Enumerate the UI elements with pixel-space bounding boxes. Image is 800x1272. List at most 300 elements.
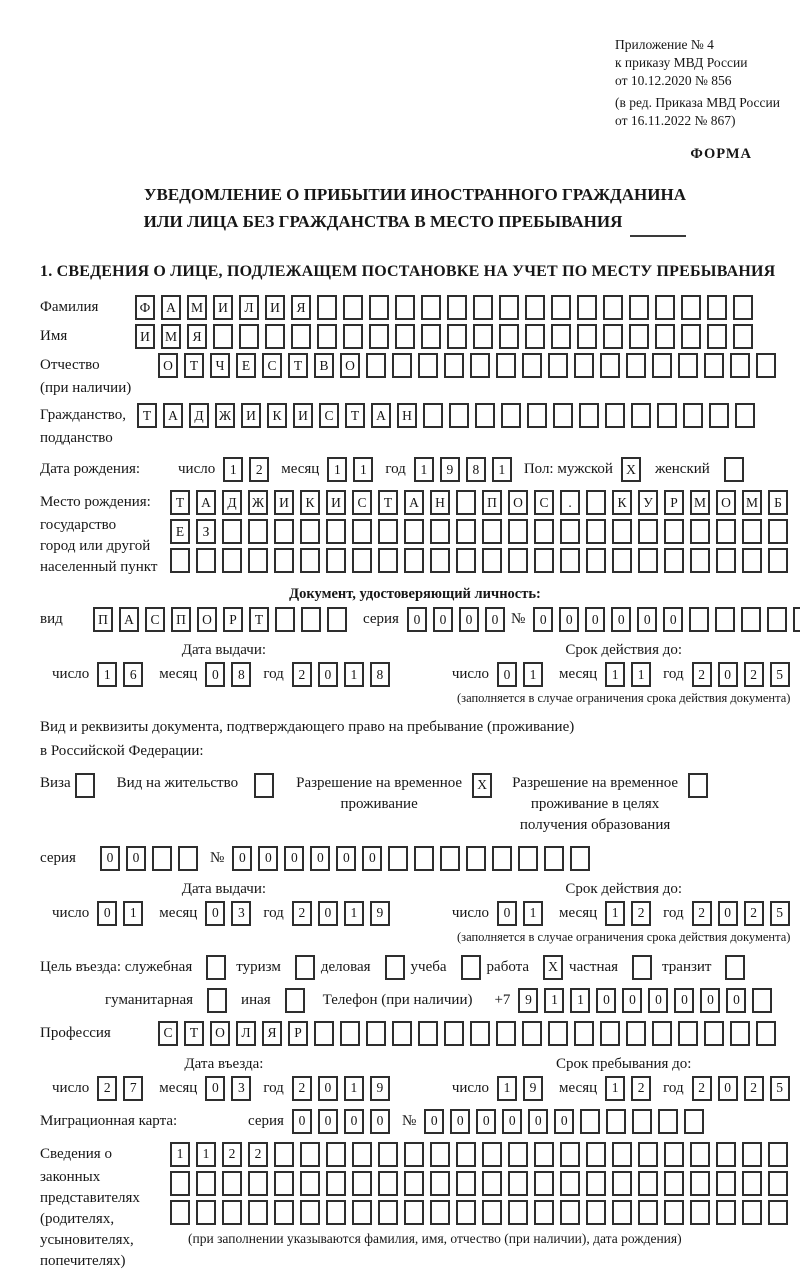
form-cell[interactable]: 0: [292, 1109, 312, 1134]
form-cell[interactable]: [395, 295, 415, 320]
form-cell[interactable]: К: [267, 403, 287, 428]
form-cell[interactable]: [742, 1142, 762, 1167]
form-cell[interactable]: [482, 1200, 502, 1225]
form-cell[interactable]: [606, 1109, 626, 1134]
form-cell[interactable]: [605, 403, 625, 428]
form-cell[interactable]: [366, 1021, 386, 1046]
form-cell[interactable]: [534, 1200, 554, 1225]
form-cell[interactable]: [492, 846, 512, 871]
form-cell[interactable]: [496, 353, 516, 378]
form-cell[interactable]: 0: [100, 846, 120, 871]
form-cell[interactable]: [496, 1021, 516, 1046]
form-cell[interactable]: У: [638, 490, 658, 515]
form-cell[interactable]: [664, 548, 684, 573]
form-cell[interactable]: [470, 1021, 490, 1046]
form-cell[interactable]: П: [482, 490, 502, 515]
form-cell[interactable]: Е: [170, 519, 190, 544]
form-cell[interactable]: [482, 519, 502, 544]
form-cell[interactable]: [626, 1021, 646, 1046]
form-cell[interactable]: [704, 1021, 724, 1046]
form-cell[interactable]: [314, 1021, 334, 1046]
form-cell[interactable]: Ж: [248, 490, 268, 515]
form-cell[interactable]: [534, 1142, 554, 1167]
form-cell[interactable]: [482, 1142, 502, 1167]
form-cell[interactable]: А: [119, 607, 139, 632]
form-cell[interactable]: [326, 1171, 346, 1196]
form-cell[interactable]: И: [213, 295, 233, 320]
form-cell[interactable]: [444, 353, 464, 378]
form-cell[interactable]: [473, 295, 493, 320]
form-cell[interactable]: 2: [292, 662, 312, 687]
purpose-business-checkbox[interactable]: [385, 955, 405, 980]
form-cell[interactable]: И: [135, 324, 155, 349]
form-cell[interactable]: 2: [744, 901, 764, 926]
form-cell[interactable]: 1: [523, 901, 543, 926]
form-cell[interactable]: [508, 519, 528, 544]
form-cell[interactable]: [600, 353, 620, 378]
form-cell[interactable]: М: [690, 490, 710, 515]
form-cell[interactable]: 0: [485, 607, 505, 632]
form-cell[interactable]: О: [210, 1021, 230, 1046]
form-cell[interactable]: [793, 607, 800, 632]
form-cell[interactable]: 0: [310, 846, 330, 871]
form-cell[interactable]: 1: [170, 1142, 190, 1167]
form-cell[interactable]: Т: [288, 353, 308, 378]
form-cell[interactable]: [586, 1142, 606, 1167]
purpose-tourism-checkbox[interactable]: [295, 955, 315, 980]
form-cell[interactable]: [577, 295, 597, 320]
form-cell[interactable]: 0: [637, 607, 657, 632]
form-cell[interactable]: [366, 353, 386, 378]
form-cell[interactable]: [326, 1200, 346, 1225]
form-cell[interactable]: [716, 1142, 736, 1167]
form-cell[interactable]: Р: [223, 607, 243, 632]
form-cell[interactable]: [421, 295, 441, 320]
form-cell[interactable]: 2: [97, 1076, 117, 1101]
form-cell[interactable]: [404, 519, 424, 544]
form-cell[interactable]: [690, 1200, 710, 1225]
form-cell[interactable]: [638, 519, 658, 544]
form-cell[interactable]: [715, 607, 735, 632]
form-cell[interactable]: [586, 490, 606, 515]
form-cell[interactable]: С: [158, 1021, 178, 1046]
form-cell[interactable]: Т: [378, 490, 398, 515]
form-cell[interactable]: [378, 519, 398, 544]
form-cell[interactable]: [664, 519, 684, 544]
form-cell[interactable]: [239, 324, 259, 349]
form-cell[interactable]: [534, 1171, 554, 1196]
form-cell[interactable]: [327, 607, 347, 632]
residence-permit-checkbox[interactable]: [254, 773, 274, 798]
form-cell[interactable]: 1: [570, 988, 590, 1013]
purpose-transit-checkbox[interactable]: [725, 955, 745, 980]
form-cell[interactable]: А: [161, 295, 181, 320]
form-cell[interactable]: [560, 1171, 580, 1196]
form-cell[interactable]: [534, 548, 554, 573]
form-cell[interactable]: 8: [231, 662, 251, 687]
form-cell[interactable]: 1: [327, 457, 347, 482]
form-cell[interactable]: [430, 1171, 450, 1196]
form-cell[interactable]: [733, 324, 753, 349]
form-cell[interactable]: [652, 353, 672, 378]
form-cell[interactable]: 1: [497, 1076, 517, 1101]
form-cell[interactable]: [678, 353, 698, 378]
form-cell[interactable]: [456, 490, 476, 515]
form-cell[interactable]: 8: [466, 457, 486, 482]
form-cell[interactable]: [222, 1171, 242, 1196]
form-cell[interactable]: 0: [718, 662, 738, 687]
form-cell[interactable]: [742, 519, 762, 544]
form-cell[interactable]: [768, 1200, 788, 1225]
form-cell[interactable]: Ж: [215, 403, 235, 428]
form-cell[interactable]: 2: [249, 457, 269, 482]
form-cell[interactable]: Я: [187, 324, 207, 349]
form-cell[interactable]: 0: [700, 988, 720, 1013]
form-cell[interactable]: [508, 1171, 528, 1196]
form-cell[interactable]: 0: [232, 846, 252, 871]
form-cell[interactable]: [560, 1200, 580, 1225]
form-cell[interactable]: [586, 548, 606, 573]
form-cell[interactable]: 0: [370, 1109, 390, 1134]
form-cell[interactable]: 3: [231, 901, 251, 926]
form-cell[interactable]: 1: [223, 457, 243, 482]
form-cell[interactable]: 2: [744, 1076, 764, 1101]
sex-male-checkbox[interactable]: X: [621, 457, 641, 482]
form-cell[interactable]: А: [371, 403, 391, 428]
form-cell[interactable]: Л: [239, 295, 259, 320]
form-cell[interactable]: С: [145, 607, 165, 632]
form-cell[interactable]: [300, 1142, 320, 1167]
form-cell[interactable]: [551, 324, 571, 349]
form-cell[interactable]: Т: [345, 403, 365, 428]
form-cell[interactable]: [392, 1021, 412, 1046]
form-cell[interactable]: Т: [137, 403, 157, 428]
form-cell[interactable]: [626, 353, 646, 378]
form-cell[interactable]: 0: [433, 607, 453, 632]
form-cell[interactable]: [664, 1142, 684, 1167]
form-cell[interactable]: [689, 607, 709, 632]
form-cell[interactable]: [196, 1171, 216, 1196]
form-cell[interactable]: Б: [768, 490, 788, 515]
form-cell[interactable]: [274, 1142, 294, 1167]
form-cell[interactable]: [638, 548, 658, 573]
form-cell[interactable]: [742, 1200, 762, 1225]
form-cell[interactable]: 0: [497, 901, 517, 926]
form-cell[interactable]: [300, 1200, 320, 1225]
form-cell[interactable]: 9: [370, 1076, 390, 1101]
form-cell[interactable]: [735, 403, 755, 428]
form-cell[interactable]: [352, 519, 372, 544]
form-cell[interactable]: [534, 519, 554, 544]
form-cell[interactable]: [629, 324, 649, 349]
form-cell[interactable]: 0: [622, 988, 642, 1013]
form-cell[interactable]: [300, 548, 320, 573]
form-cell[interactable]: [291, 324, 311, 349]
form-cell[interactable]: [449, 403, 469, 428]
form-cell[interactable]: [222, 548, 242, 573]
form-cell[interactable]: 0: [585, 607, 605, 632]
form-cell[interactable]: А: [404, 490, 424, 515]
form-cell[interactable]: 0: [126, 846, 146, 871]
form-cell[interactable]: [482, 1171, 502, 1196]
form-cell[interactable]: 0: [450, 1109, 470, 1134]
form-cell[interactable]: 9: [523, 1076, 543, 1101]
form-cell[interactable]: 2: [692, 901, 712, 926]
form-cell[interactable]: 1: [492, 457, 512, 482]
form-cell[interactable]: [716, 1200, 736, 1225]
form-cell[interactable]: Н: [397, 403, 417, 428]
form-cell[interactable]: 2: [631, 1076, 651, 1101]
form-cell[interactable]: О: [158, 353, 178, 378]
form-cell[interactable]: М: [161, 324, 181, 349]
form-cell[interactable]: 1: [605, 1076, 625, 1101]
form-cell[interactable]: 5: [770, 901, 790, 926]
form-cell[interactable]: [369, 295, 389, 320]
form-cell[interactable]: [742, 548, 762, 573]
form-cell[interactable]: [430, 1142, 450, 1167]
form-cell[interactable]: [730, 353, 750, 378]
form-cell[interactable]: О: [716, 490, 736, 515]
form-cell[interactable]: [612, 1171, 632, 1196]
form-cell[interactable]: Р: [288, 1021, 308, 1046]
form-cell[interactable]: 0: [718, 1076, 738, 1101]
form-cell[interactable]: [733, 295, 753, 320]
form-cell[interactable]: Т: [249, 607, 269, 632]
form-cell[interactable]: [343, 295, 363, 320]
form-cell[interactable]: 0: [284, 846, 304, 871]
form-cell[interactable]: [178, 846, 198, 871]
form-cell[interactable]: [274, 1200, 294, 1225]
form-cell[interactable]: [274, 1171, 294, 1196]
form-cell[interactable]: [421, 324, 441, 349]
form-cell[interactable]: [707, 295, 727, 320]
form-cell[interactable]: .: [560, 490, 580, 515]
form-cell[interactable]: Т: [170, 490, 190, 515]
form-cell[interactable]: 1: [344, 662, 364, 687]
form-cell[interactable]: [340, 1021, 360, 1046]
form-cell[interactable]: [378, 1171, 398, 1196]
form-cell[interactable]: [222, 1200, 242, 1225]
form-cell[interactable]: [388, 846, 408, 871]
form-cell[interactable]: [404, 1171, 424, 1196]
form-cell[interactable]: [707, 324, 727, 349]
form-cell[interactable]: З: [196, 519, 216, 544]
form-cell[interactable]: [404, 548, 424, 573]
form-cell[interactable]: [456, 519, 476, 544]
form-cell[interactable]: [501, 403, 521, 428]
form-cell[interactable]: [352, 1171, 372, 1196]
form-cell[interactable]: 2: [631, 901, 651, 926]
form-cell[interactable]: [326, 519, 346, 544]
form-cell[interactable]: [456, 548, 476, 573]
form-cell[interactable]: [499, 324, 519, 349]
form-cell[interactable]: [508, 1200, 528, 1225]
form-cell[interactable]: [418, 353, 438, 378]
form-cell[interactable]: [655, 295, 675, 320]
form-cell[interactable]: [430, 548, 450, 573]
form-cell[interactable]: 0: [497, 662, 517, 687]
form-cell[interactable]: [369, 324, 389, 349]
form-cell[interactable]: [300, 519, 320, 544]
form-cell[interactable]: 9: [440, 457, 460, 482]
form-cell[interactable]: 0: [674, 988, 694, 1013]
form-cell[interactable]: М: [742, 490, 762, 515]
form-cell[interactable]: [275, 607, 295, 632]
form-cell[interactable]: [690, 1171, 710, 1196]
form-cell[interactable]: 1: [544, 988, 564, 1013]
form-cell[interactable]: [248, 519, 268, 544]
form-cell[interactable]: [404, 1142, 424, 1167]
form-cell[interactable]: 6: [123, 662, 143, 687]
form-cell[interactable]: [632, 1109, 652, 1134]
form-cell[interactable]: [690, 1142, 710, 1167]
form-cell[interactable]: [378, 1200, 398, 1225]
form-cell[interactable]: [444, 1021, 464, 1046]
form-cell[interactable]: 0: [336, 846, 356, 871]
form-cell[interactable]: Е: [236, 353, 256, 378]
form-cell[interactable]: [658, 1109, 678, 1134]
form-cell[interactable]: [716, 1171, 736, 1196]
form-cell[interactable]: 2: [292, 901, 312, 926]
form-cell[interactable]: О: [340, 353, 360, 378]
form-cell[interactable]: [456, 1200, 476, 1225]
form-cell[interactable]: [638, 1200, 658, 1225]
form-cell[interactable]: [768, 548, 788, 573]
form-cell[interactable]: К: [300, 490, 320, 515]
form-cell[interactable]: [456, 1171, 476, 1196]
form-cell[interactable]: Д: [189, 403, 209, 428]
form-cell[interactable]: 0: [596, 988, 616, 1013]
form-cell[interactable]: И: [274, 490, 294, 515]
form-cell[interactable]: 9: [518, 988, 538, 1013]
form-cell[interactable]: [612, 519, 632, 544]
form-cell[interactable]: [265, 324, 285, 349]
form-cell[interactable]: [456, 1142, 476, 1167]
form-cell[interactable]: 0: [407, 607, 427, 632]
form-cell[interactable]: [466, 846, 486, 871]
form-cell[interactable]: Д: [222, 490, 242, 515]
form-cell[interactable]: 8: [370, 662, 390, 687]
form-cell[interactable]: С: [319, 403, 339, 428]
form-cell[interactable]: А: [196, 490, 216, 515]
form-cell[interactable]: 1: [344, 1076, 364, 1101]
form-cell[interactable]: [638, 1142, 658, 1167]
form-cell[interactable]: [196, 1200, 216, 1225]
form-cell[interactable]: [560, 548, 580, 573]
form-cell[interactable]: [170, 1200, 190, 1225]
temp-residence-edu-checkbox[interactable]: [688, 773, 708, 798]
form-cell[interactable]: [248, 1200, 268, 1225]
form-cell[interactable]: [560, 1142, 580, 1167]
purpose-humanitarian-checkbox[interactable]: [207, 988, 227, 1013]
form-cell[interactable]: [544, 846, 564, 871]
form-cell[interactable]: 0: [528, 1109, 548, 1134]
form-cell[interactable]: [301, 607, 321, 632]
form-cell[interactable]: [586, 1171, 606, 1196]
form-cell[interactable]: 2: [222, 1142, 242, 1167]
form-cell[interactable]: 0: [318, 662, 338, 687]
form-cell[interactable]: 1: [97, 662, 117, 687]
form-cell[interactable]: 0: [663, 607, 683, 632]
form-cell[interactable]: [548, 1021, 568, 1046]
form-cell[interactable]: [395, 324, 415, 349]
form-cell[interactable]: [525, 295, 545, 320]
form-cell[interactable]: С: [534, 490, 554, 515]
form-cell[interactable]: 1: [523, 662, 543, 687]
form-cell[interactable]: О: [197, 607, 217, 632]
purpose-official-checkbox[interactable]: [206, 955, 226, 980]
form-cell[interactable]: [716, 519, 736, 544]
form-cell[interactable]: [447, 324, 467, 349]
form-cell[interactable]: 3: [231, 1076, 251, 1101]
form-cell[interactable]: [655, 324, 675, 349]
form-cell[interactable]: [652, 1021, 672, 1046]
form-cell[interactable]: [709, 403, 729, 428]
form-cell[interactable]: [326, 548, 346, 573]
form-cell[interactable]: [716, 548, 736, 573]
form-cell[interactable]: [683, 403, 703, 428]
form-cell[interactable]: О: [508, 490, 528, 515]
form-cell[interactable]: [508, 1142, 528, 1167]
form-cell[interactable]: [612, 1142, 632, 1167]
form-cell[interactable]: [248, 1171, 268, 1196]
form-cell[interactable]: 0: [476, 1109, 496, 1134]
form-cell[interactable]: [551, 295, 571, 320]
form-cell[interactable]: [574, 353, 594, 378]
form-cell[interactable]: А: [163, 403, 183, 428]
form-cell[interactable]: 2: [292, 1076, 312, 1101]
form-cell[interactable]: [473, 324, 493, 349]
form-cell[interactable]: 0: [424, 1109, 444, 1134]
form-cell[interactable]: [274, 519, 294, 544]
form-cell[interactable]: [600, 1021, 620, 1046]
form-cell[interactable]: И: [326, 490, 346, 515]
purpose-other-checkbox[interactable]: [285, 988, 305, 1013]
form-cell[interactable]: В: [314, 353, 334, 378]
form-cell[interactable]: [741, 607, 761, 632]
form-cell[interactable]: [638, 1171, 658, 1196]
form-cell[interactable]: [560, 519, 580, 544]
form-cell[interactable]: [317, 295, 337, 320]
form-cell[interactable]: [414, 846, 434, 871]
form-cell[interactable]: [612, 548, 632, 573]
form-cell[interactable]: И: [293, 403, 313, 428]
form-cell[interactable]: 0: [611, 607, 631, 632]
form-cell[interactable]: [768, 1142, 788, 1167]
form-cell[interactable]: 0: [318, 1076, 338, 1101]
form-cell[interactable]: [690, 548, 710, 573]
form-cell[interactable]: [525, 324, 545, 349]
temp-residence-checkbox[interactable]: X: [472, 773, 492, 798]
form-cell[interactable]: 0: [533, 607, 553, 632]
form-cell[interactable]: [326, 1142, 346, 1167]
form-cell[interactable]: 0: [258, 846, 278, 871]
form-cell[interactable]: 0: [318, 1109, 338, 1134]
form-cell[interactable]: [768, 1171, 788, 1196]
form-cell[interactable]: 0: [718, 901, 738, 926]
form-cell[interactable]: [447, 295, 467, 320]
form-cell[interactable]: 0: [459, 607, 479, 632]
form-cell[interactable]: [418, 1021, 438, 1046]
form-cell[interactable]: [742, 1171, 762, 1196]
form-cell[interactable]: [430, 1200, 450, 1225]
form-cell[interactable]: [690, 519, 710, 544]
form-cell[interactable]: 2: [744, 662, 764, 687]
form-cell[interactable]: [343, 324, 363, 349]
form-cell[interactable]: [574, 1021, 594, 1046]
form-cell[interactable]: 1: [414, 457, 434, 482]
form-cell[interactable]: 5: [770, 662, 790, 687]
